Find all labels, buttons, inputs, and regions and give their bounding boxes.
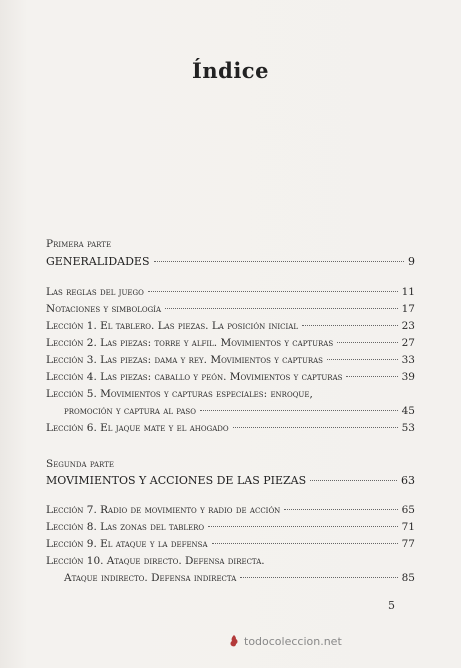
part1-title-row: [46, 255, 415, 268]
leader-dots: [284, 509, 397, 510]
toc-entry: [46, 538, 415, 550]
toc-entry-page: 65: [401, 504, 415, 516]
toc-entry-page: 39: [401, 371, 415, 383]
leader-dots: [233, 427, 398, 428]
toc-entry-page: 17: [401, 303, 415, 315]
toc-entry-text: promoción y captura al paso: [64, 405, 196, 417]
leader-dots: [302, 325, 398, 326]
toc-entry-text: Lección 1. El tablero. Las piezas. La posición inicial: [46, 320, 299, 332]
leader-dots: [208, 526, 397, 527]
toc-entry-text: Lección 6. El jaque mate y el ahogado: [46, 422, 229, 434]
toc-entry-text: Ataque indirecto. Defensa indirecta: [64, 572, 237, 584]
part2-page: 63: [401, 474, 415, 487]
toc-entry-page: 53: [401, 422, 415, 434]
leader-dots: [200, 410, 398, 411]
toc-entry: [64, 405, 415, 417]
toc-entry-text: Lección 5. Movimientos y capturas especiales: enroque,: [46, 388, 313, 400]
page-title: Índice: [192, 58, 269, 83]
toc-entry: [46, 320, 415, 332]
leader-dots: [337, 342, 398, 343]
toc-entry: [46, 286, 415, 298]
part1-label: Primera parte: [46, 238, 112, 250]
toc-entry-page: 85: [401, 572, 415, 584]
toc-entry: [46, 337, 415, 349]
leader-dots: [165, 308, 398, 309]
leader-dots: [327, 359, 398, 360]
toc-entry-text: Lección 4. Las piezas: caballo y peón. Movimientos y capturas: [46, 371, 343, 383]
toc-entry-text: Notaciones y simbología: [46, 303, 161, 315]
watermark: [228, 634, 342, 648]
toc-entry: [64, 572, 415, 584]
toc-entry: [46, 388, 415, 400]
toc-entry-page: 77: [401, 538, 415, 550]
leader-dots: [212, 543, 398, 544]
toc-entry: [46, 504, 415, 516]
toc-entry-text: Lección 3. Las piezas: dama y rey. Movimientos y capturas: [46, 354, 323, 366]
toc-entry-page: 23: [401, 320, 415, 332]
toc-entry-page: 45: [401, 405, 415, 417]
leader-dots: [154, 261, 405, 262]
part1-title: GENERALIDADES: [46, 255, 150, 268]
part2-label: Segunda parte: [46, 458, 114, 470]
watermark-text: todocoleccion.net: [244, 634, 342, 648]
part2-title-row: [46, 474, 415, 487]
toc-entry-text: Lección 8. Las zonas del tablero: [46, 521, 205, 533]
toc-entry-page: 27: [401, 337, 415, 349]
toc-entry: [46, 521, 415, 533]
todocoleccion-logo-icon: [228, 634, 240, 648]
page-number: 5: [388, 599, 395, 612]
toc-entry: [46, 354, 415, 366]
toc-entry-text: Lección 2. Las piezas: torre y alfil. Movimientos y capturas: [46, 337, 334, 349]
part2-title: MOVIMIENTOS Y ACCIONES DE LAS PIEZAS: [46, 474, 307, 487]
toc-entry: [46, 303, 415, 315]
leader-dots: [148, 291, 398, 292]
toc-entry: [46, 555, 415, 567]
toc-entry-text: Lección 10. Ataque directo. Defensa directa.: [46, 555, 265, 567]
toc-entry-text: Las reglas del juego: [46, 286, 144, 298]
toc-entry-text: Lección 9. El ataque y la defensa: [46, 538, 208, 550]
leader-dots: [240, 577, 397, 578]
part1-page: 9: [408, 255, 415, 268]
toc-entry: [46, 422, 415, 434]
leader-dots: [346, 376, 397, 377]
toc-entry-page: 33: [401, 354, 415, 366]
toc-entry: [46, 371, 415, 383]
leader-dots: [310, 480, 397, 481]
toc-entry-page: 11: [401, 286, 415, 298]
toc-entry-page: 71: [401, 521, 415, 533]
toc-entry-text: Lección 7. Radio de movimiento y radio de acción: [46, 504, 281, 516]
